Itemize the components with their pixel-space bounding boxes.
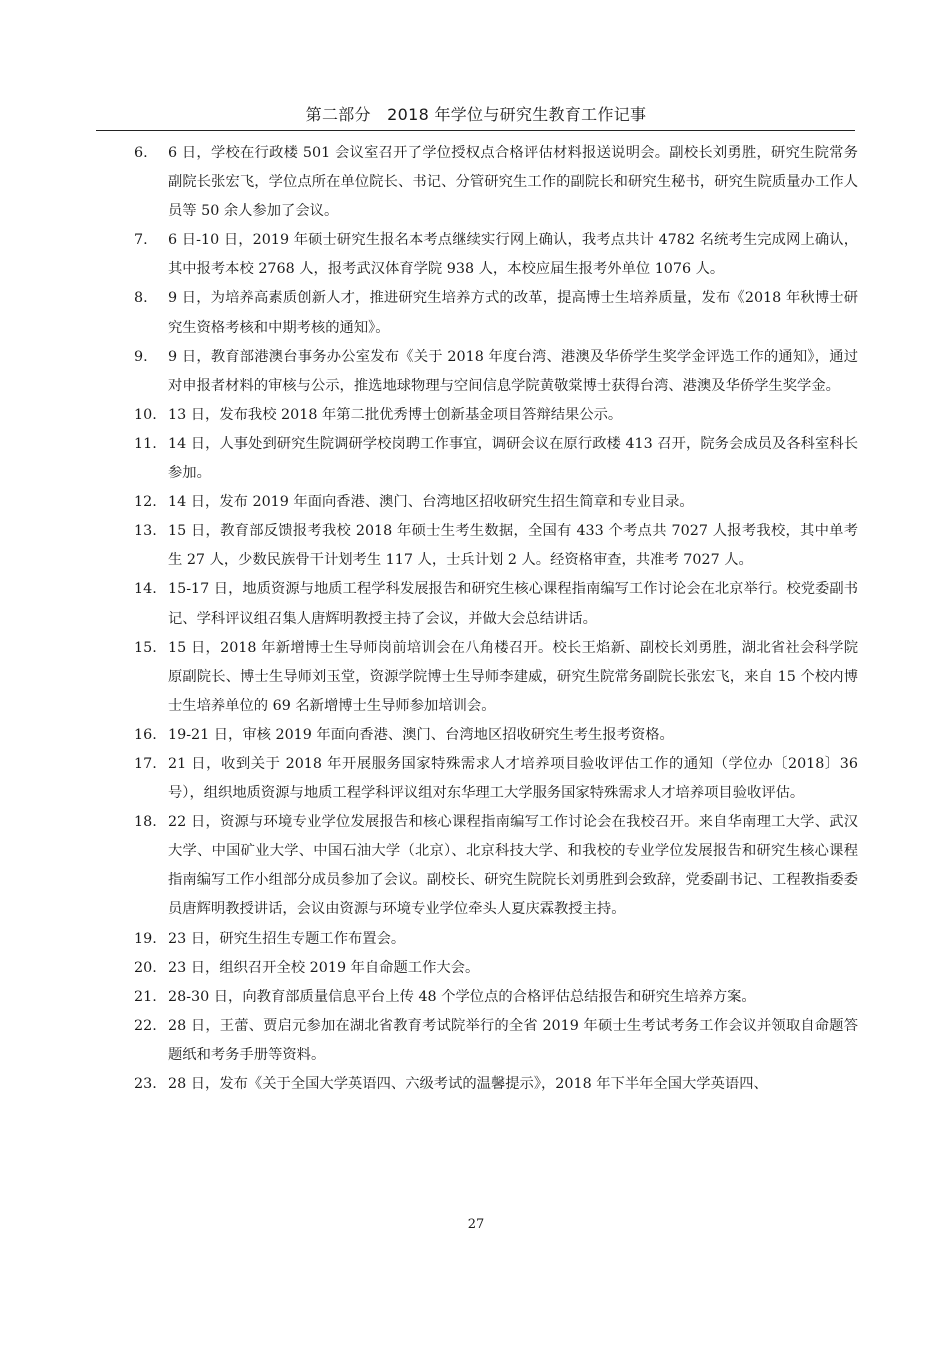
item-number: 21.	[134, 988, 157, 1005]
item-number: 13.	[134, 523, 157, 540]
item-number: 23.	[134, 1076, 157, 1092]
item-number: 14.	[134, 581, 157, 598]
item-number: 19.	[134, 930, 157, 947]
list-item	[134, 401, 858, 430]
list-item	[134, 343, 858, 401]
item-number: 9.	[134, 348, 148, 365]
list-item	[134, 430, 858, 488]
list-item	[134, 983, 858, 1012]
item-number: 16.	[134, 726, 157, 743]
list-item	[134, 284, 858, 342]
item-text: 23 日，组织召开全校 2019 年自命题工作大会。	[168, 959, 480, 976]
item-number: 8.	[134, 290, 148, 307]
item-number: 7.	[134, 232, 148, 249]
page-number: 27	[467, 1217, 485, 1232]
item-text: 15-17 日，地质资源与地质工程学科发展报告和研究生核心课程指南编写工作讨论会在北京举行。校党委副书记、学科评议组召集人唐辉明教授主持了会议，并做大会总结讲话。	[168, 581, 858, 627]
list-item	[134, 634, 858, 721]
list-item	[134, 721, 858, 750]
item-text: 23 日，研究生招生专题工作布置会。	[168, 930, 406, 947]
item-number: 17.	[134, 755, 157, 772]
item-text: 13 日，发布我校 2018 年第二批优秀博士创新基金项目答辩结果公示。	[168, 406, 623, 423]
item-text: 28 日，发布《关于全国大学英语四、六级考试的温馨提示》，2018 年下半年全国大学英语四、	[168, 1076, 768, 1092]
item-text: 19-21 日，审核 2019 年面向香港、澳门、台湾地区招收研究生考生报考资格。	[168, 726, 674, 743]
list-item	[134, 517, 858, 575]
item-text: 9 日，为培养高素质创新人才，推进研究生培养方式的改革，提高博士生培养质量，发布《2018 年秋博士研究生资格考核和中期考核的通知》。	[168, 290, 858, 336]
list-item	[134, 808, 858, 924]
item-text: 14 日，人事处到研究生院调研学校岗聘工作事宜，调研会议在原行政楼 413 召开，院务会成员及各科室科长参加。	[168, 435, 858, 482]
item-text: 9 日，教育部港澳台事务办公室发布《关于 2018 年度台湾、港澳及华侨学生奖学金评选工作的通知》，通过对申报者材料的审核与公示，推选地球物理与空间信息学院黄敬棠博士获得台湾、港澳及华侨学生奖学金。	[168, 348, 858, 394]
item-number: 20.	[134, 959, 157, 976]
item-text: 28-30 日，向教育部质量信息平台上传 48 个学位点的合格评估总结报告和研究生培养方案。	[168, 988, 756, 1005]
list-item	[134, 954, 858, 983]
item-text: 6 日，学校在行政楼 501 会议室召开了学位授权点合格评估材料报送说明会。副校长刘勇胜，研究生院常务副院长张宏飞，学位点所在单位院长、书记、分管研究生工作的副院长和研究生秘书，研究生院质量办工作人员等 50 余人参加了会议。	[168, 145, 858, 220]
item-number: 18.	[134, 814, 157, 831]
item-number: 10.	[134, 406, 157, 423]
item-number: 6.	[134, 145, 148, 161]
item-number: 22.	[134, 1017, 157, 1034]
event-list	[134, 139, 858, 1099]
list-item	[134, 488, 858, 517]
list-item	[134, 1012, 858, 1070]
list-item	[134, 750, 858, 808]
item-text: 14 日，发布 2019 年面向香港、澳门、台湾地区招收研究生招生简章和专业目录。	[168, 494, 694, 511]
list-item	[134, 575, 858, 633]
header-divider	[96, 130, 855, 131]
item-text: 28 日，王蕾、贾启元参加在湖北省教育考试院举行的全省 2019 年硕士生考试考务工作会议并领取自命题答题纸和考务手册等资料。	[168, 1017, 858, 1063]
list-item	[134, 1070, 858, 1099]
list-item	[134, 925, 858, 954]
item-text: 22 日，资源与环境专业学位发展报告和核心课程指南编写工作讨论会在我校召开。来自华南理工大学、武汉大学、中国矿业大学、中国石油大学（北京）、北京科技大学、和我校的专业学位发展报告和研究生核心课程指南编写工作小组部分成员参加了会议。副校长、研究生院院长刘勇胜到会致辞，党委副书记、工程教指委委员唐辉明教授讲话，会议由资源与环境专业学位牵头人夏庆霖教授主持。	[168, 814, 858, 918]
item-text: 21 日，收到关于 2018 年开展服务国家特殊需求人才培养项目验收评估工作的通知（学位办〔2018〕36 号），组织地质资源与地质工程学科评议组对东华理工大学服务国家特殊需求人才培养项目验收评估。	[168, 755, 858, 802]
item-text: 15 日，2018 年新增博士生导师岗前培训会在八角楼召开。校长王焰新、副校长刘勇胜，湖北省社会科学院原副院长、博士生导师刘玉堂，资源学院博士生导师李建威，研究生院常务副院长张宏飞，来自 15 个校内博士生培养单位的 69 名新增博士生导师参加培训会。	[168, 639, 858, 714]
list-item	[134, 139, 858, 226]
list-item	[134, 226, 858, 284]
running-header: 第二部分 2018 年学位与研究生教育工作记事	[305, 105, 647, 124]
item-number: 15.	[134, 639, 157, 656]
item-number: 11.	[134, 435, 157, 452]
item-text: 6 日-10 日，2019 年硕士研究生报名本考点继续实行网上确认，我考点共计 4782 名统考生完成网上确认，其中报考本校 2768 人，报考武汉体育学院 938 人，本校应届生报考外单位 1076 人。	[168, 232, 858, 278]
item-number: 12.	[134, 494, 157, 511]
item-text: 15 日，教育部反馈报考我校 2018 年硕士生考生数据，全国有 433 个考点共 7027 人报考我校，其中单考生 27 人，少数民族骨干计划考生 117 人，士兵计划 2 人。经资格审查，共准考 7027 人。	[168, 523, 858, 569]
